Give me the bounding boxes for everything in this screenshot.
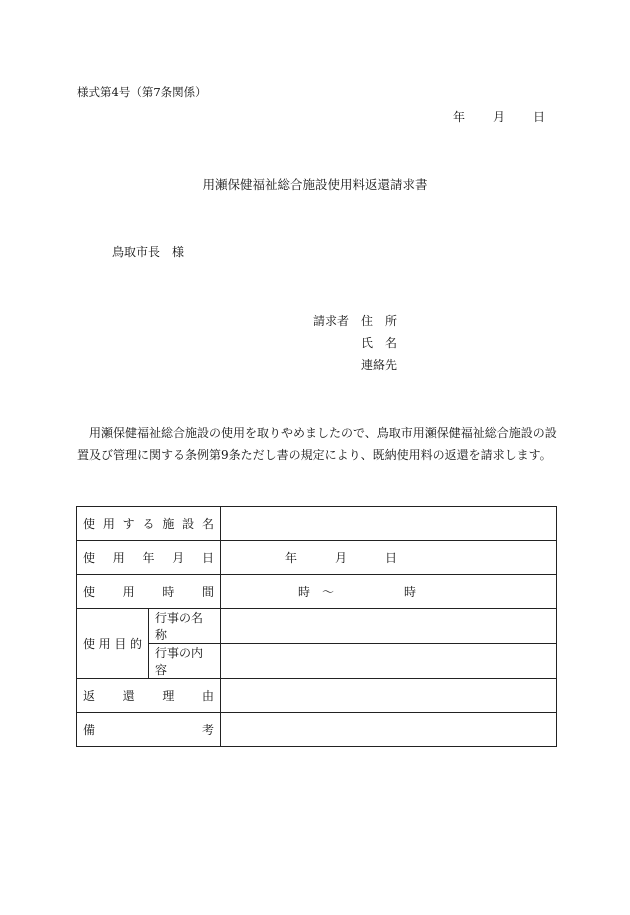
facility-name-label-text [83,515,214,532]
refund-reason-label-char: 返 [83,689,96,703]
usage-time-label-text [83,583,214,600]
remarks-label-text [83,721,214,738]
refund-reason-field[interactable] [221,679,557,713]
event-content-field[interactable] [221,644,557,679]
usage-time-label-char: 時 [162,585,175,599]
table-row [77,609,557,644]
facility-name-label-char: 設 [182,517,195,531]
usage-time-field[interactable] [221,575,557,609]
facility-name-label-char: す [122,517,135,531]
refund-reason-label-char: 由 [201,689,214,703]
table-row [77,644,557,679]
remarks-field[interactable] [221,713,557,747]
refund-reason-label-char: 還 [122,689,135,703]
request-statement: 用瀬保健福祉総合施設の使用を取りやめましたので、鳥取市用瀬保健福祉総合施設の設置及び管理に関する条例第9条ただし書の規定により、既納使用料の返還を請求します。 [77,426,557,462]
event-content-label: 行事の内容 [149,644,221,679]
usage-date-month: 月 [335,551,348,565]
usage-purpose-label [77,609,149,679]
usage-date-day: 日 [385,551,398,565]
table-row [77,713,557,747]
table-row [77,679,557,713]
submission-date [453,108,545,125]
date-day: 日 [533,110,546,124]
facility-name-label [77,507,221,541]
usage-purpose-label-char: 目 [114,637,127,651]
request-details-table [76,506,557,747]
addressee: 鳥取市長 様 [112,245,185,259]
requester-address-label: 住 所 [361,314,398,328]
usage-purpose-label-text [83,635,142,652]
remarks-label-char: 考 [202,723,215,737]
requester-label: 請求者 [313,314,350,328]
refund-reason-label-text [83,687,214,704]
event-name-field[interactable] [221,609,557,644]
event-name-label: 行事の名称 [149,609,221,644]
date-month: 月 [493,110,506,124]
usage-date-label-text [83,549,214,566]
facility-name-label-char: 用 [102,517,115,531]
facility-name-label-char: 名 [201,517,214,531]
usage-date-year: 年 [285,551,298,565]
facility-name-label-char: る [142,517,155,531]
document-title: 用瀬保健福祉総合施設使用料返還請求書 [202,177,428,192]
usage-purpose-label-char: 使 [83,637,96,651]
usage-time-start: 時 ～ [298,585,335,599]
usage-time-label-char: 用 [122,585,135,599]
usage-time-end: 時 [404,585,417,599]
requester-name-label: 氏 名 [361,336,398,350]
usage-time-label [77,575,221,609]
usage-date-label-char: 年 [142,551,155,565]
table-row [77,541,557,575]
date-year: 年 [453,110,466,124]
remarks-label [77,713,221,747]
usage-date-label [77,541,221,575]
facility-name-field[interactable] [221,507,557,541]
usage-date-label-char: 日 [202,551,215,565]
usage-time-label-char: 間 [201,585,214,599]
form-number: 様式第4号（第7条関係） [77,85,207,99]
requester-contact-label: 連絡先 [361,358,398,372]
table-row [77,507,557,541]
usage-purpose-label-char: 的 [129,637,142,651]
refund-reason-label [77,679,221,713]
usage-date-label-char: 月 [172,551,185,565]
facility-name-label-char: 使 [83,517,96,531]
usage-time-label-char: 使 [83,585,96,599]
remarks-label-char: 備 [83,723,96,737]
usage-date-label-char: 使 [83,551,96,565]
refund-reason-label-char: 理 [162,689,175,703]
facility-name-label-char: 施 [162,517,175,531]
usage-date-field[interactable] [221,541,557,575]
table-row [77,575,557,609]
usage-purpose-label-char: 用 [98,637,111,651]
usage-date-label-char: 用 [112,551,125,565]
